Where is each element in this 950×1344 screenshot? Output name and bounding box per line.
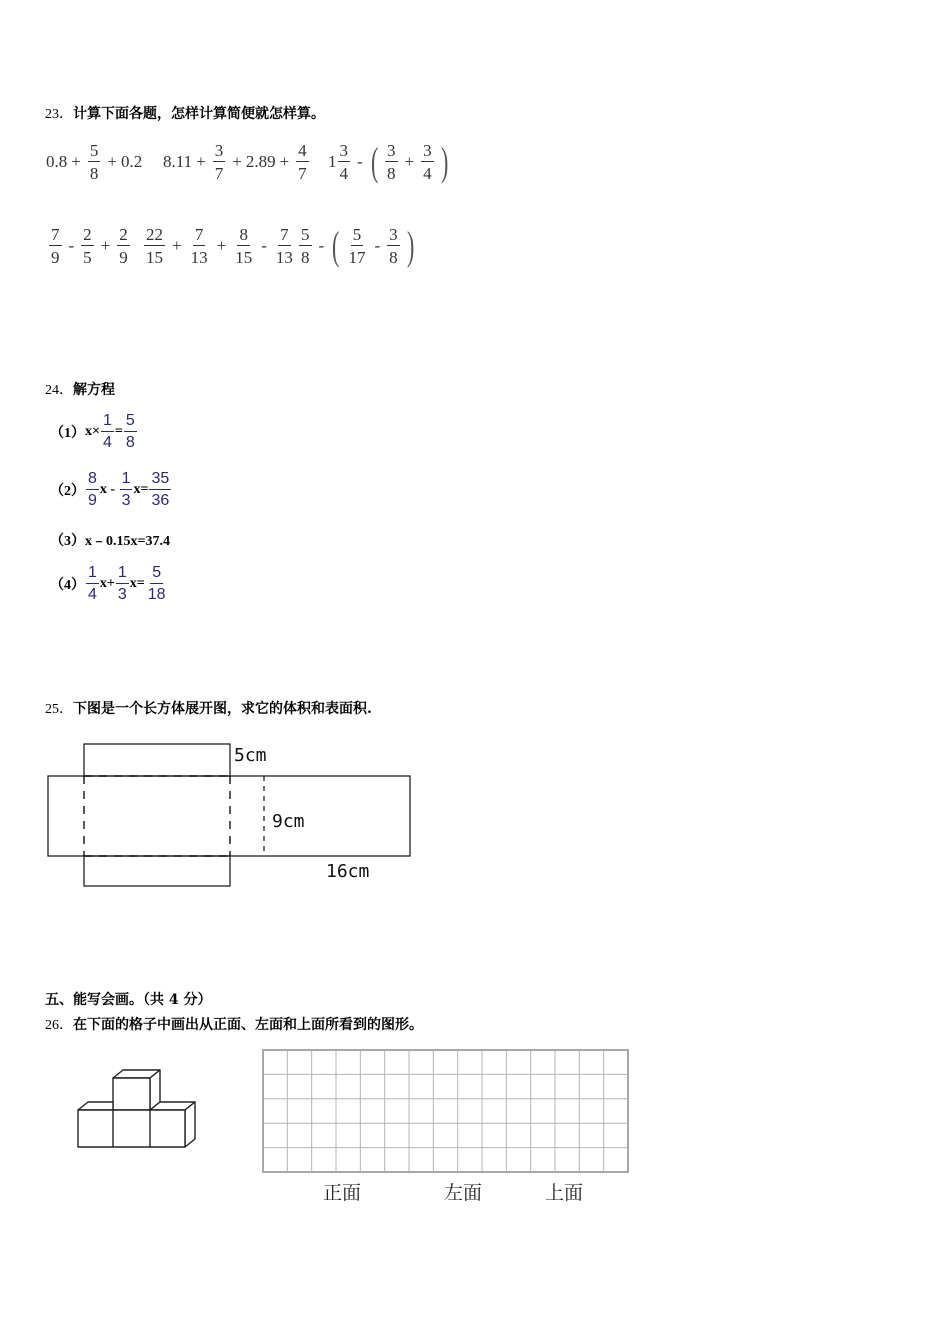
question-number: 25．: [45, 702, 73, 717]
q23-heading: [45, 103, 325, 123]
net-top-face: [84, 744, 230, 776]
section-title: 五、能写会画。（共 4 分）: [45, 992, 212, 1008]
caption-left-view: 左面: [444, 1183, 483, 1204]
q24-heading: [45, 379, 115, 399]
q26-heading: [45, 1014, 423, 1034]
question-text: 在下面的格子中画出从正面、左面和上面所看到的图形。: [73, 1017, 423, 1033]
label-5cm: 5cm: [234, 745, 267, 766]
net-middle-strip: [48, 776, 410, 856]
question-text: 下图是一个长方体展开图，求它的体积和表面积.: [73, 701, 372, 717]
cuboid-net-figure: [0, 730, 440, 900]
caption-top-view: 上面: [545, 1183, 584, 1204]
label-16cm: 16cm: [326, 861, 370, 882]
equation-3: （3） x﹣0.15x=37.4: [50, 534, 170, 549]
question-number: 26．: [45, 1018, 73, 1033]
drawing-grid[interactable]: [262, 1049, 630, 1175]
q25-heading: [45, 698, 372, 718]
q23-expression-6: $\frac{5}{8}$ - ( $\frac{5}{17}$ - $\frac{3}{8}$ ): [301, 223, 415, 268]
q23-expression-3: 1 $\frac{3}{4}$ - ( $\frac{3}{8}$ + $\frac{3}{4}$ ): [328, 139, 448, 184]
question-text: 计算下面各题，怎样计算简便就怎样算。: [73, 106, 325, 122]
question-number: 23．: [45, 107, 73, 122]
caption-front-view: 正面: [323, 1183, 362, 1204]
net-bottom-face: [84, 856, 230, 886]
q23-expression-1: 0.8 + $\frac{5}{8}$ + 0.2: [46, 141, 143, 183]
label-9cm: 9cm: [272, 811, 305, 832]
q23-expression-2: 8.11 + $\frac{3}{7}$ + 2.89 + $\frac{4}{7}$: [163, 141, 307, 183]
q23-expression-4: $\frac{7}{9}$ - $\frac{2}{5}$ + $\frac{2}{9}$: [51, 225, 128, 267]
cube-stack-figure: [70, 1064, 205, 1154]
equation-1: （1） x× $\frac{1}{4}$ = $\frac{5}{8}$: [50, 412, 135, 451]
q23-expression-5: $\frac{22}{15}$ + $\frac{7}{13}$ + $\frac{8}{15}$ - $\frac{7}{13}$: [146, 225, 293, 267]
equation-4: （4） $\frac{1}{4}$ x+ $\frac{1}{3}$ x= $\frac{5}{18}$: [50, 564, 166, 603]
question-text: 解方程: [73, 382, 115, 398]
question-number: 24．: [45, 383, 73, 398]
equation-2: （2） $\frac{8}{9}$ x - $\frac{1}{3}$ x= $\frac{35}{36}$: [50, 470, 170, 509]
